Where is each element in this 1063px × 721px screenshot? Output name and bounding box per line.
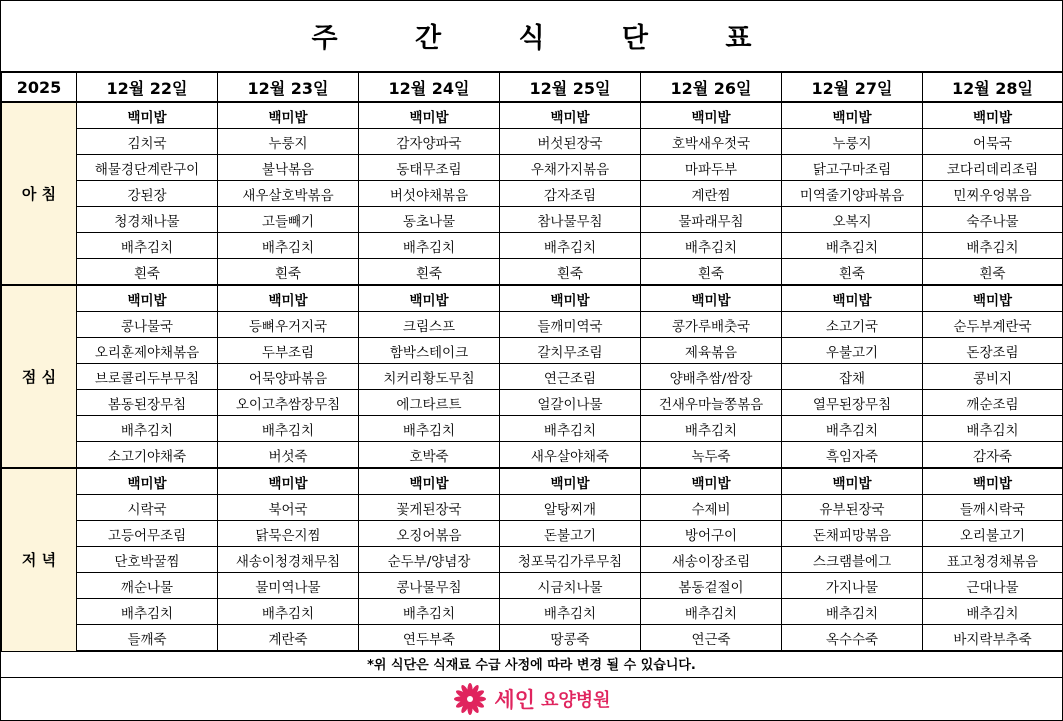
dish-cell: 백미밥 [359, 102, 500, 129]
dish-cell: 불낙볶음 [218, 155, 359, 181]
menu-row [2, 416, 1063, 442]
dish-cell: 깨순나물 [77, 573, 218, 599]
dish-cell: 함박스테이크 [359, 338, 500, 364]
dish-cell: 백미밥 [641, 285, 782, 312]
dish-cell: 돈불고기 [500, 521, 641, 547]
dish-cell: 콩나물무침 [359, 573, 500, 599]
dish-cell: 백미밥 [923, 285, 1063, 312]
dish-cell: 백미밥 [923, 102, 1063, 129]
dish-cell: 배추김치 [218, 599, 359, 625]
menu-row [2, 573, 1063, 599]
dish-cell: 순두부계란국 [923, 312, 1063, 338]
dish-cell: 두부조림 [218, 338, 359, 364]
dish-cell: 배추김치 [500, 233, 641, 259]
dish-cell: 백미밥 [359, 285, 500, 312]
dish-cell: 깨순조림 [923, 390, 1063, 416]
dish-cell: 제육볶음 [641, 338, 782, 364]
dish-cell: 건새우마늘쫑볶음 [641, 390, 782, 416]
dish-cell: 콩나물국 [77, 312, 218, 338]
dish-cell: 양배추쌈/쌈장 [641, 364, 782, 390]
dish-cell: 물미역나물 [218, 573, 359, 599]
dish-cell: 북어국 [218, 495, 359, 521]
dish-cell: 백미밥 [359, 468, 500, 495]
dish-cell: 배추김치 [77, 599, 218, 625]
dish-cell: 브로콜리두부무침 [77, 364, 218, 390]
dish-cell: 백미밥 [500, 468, 641, 495]
dish-cell: 백미밥 [77, 102, 218, 129]
dish-cell: 배추김치 [500, 599, 641, 625]
dish-cell: 흑임자죽 [782, 442, 923, 469]
dish-cell: 강된장 [77, 181, 218, 207]
dish-cell: 코다리데리조림 [923, 155, 1063, 181]
dish-cell: 소고기국 [782, 312, 923, 338]
dish-cell: 백미밥 [77, 285, 218, 312]
dish-cell: 배추김치 [359, 233, 500, 259]
dish-cell: 돈채피망볶음 [782, 521, 923, 547]
dish-cell: 흰죽 [218, 259, 359, 286]
menu-row [2, 442, 1063, 469]
date-header: 12월 22일 [77, 72, 218, 102]
dish-cell: 감자양파국 [359, 129, 500, 155]
date-header: 12월 25일 [500, 72, 641, 102]
dish-cell: 오복지 [782, 207, 923, 233]
menu-row [2, 468, 1063, 495]
dish-cell: 흰죽 [641, 259, 782, 286]
dish-cell: 백미밥 [77, 468, 218, 495]
menu-row [2, 312, 1063, 338]
dish-cell: 시금치나물 [500, 573, 641, 599]
menu-row [2, 338, 1063, 364]
dish-cell: 숙주나물 [923, 207, 1063, 233]
dish-cell: 흰죽 [923, 259, 1063, 286]
dish-cell: 유부된장국 [782, 495, 923, 521]
dish-cell: 백미밥 [782, 468, 923, 495]
dish-cell: 마파두부 [641, 155, 782, 181]
dish-cell: 크림스프 [359, 312, 500, 338]
dish-cell: 가지나물 [782, 573, 923, 599]
dish-cell: 배추김치 [782, 233, 923, 259]
dish-cell: 고들빼기 [218, 207, 359, 233]
menu-row [2, 390, 1063, 416]
dish-cell: 감자조림 [500, 181, 641, 207]
dish-cell: 배추김치 [923, 233, 1063, 259]
menu-row [2, 625, 1063, 652]
dish-cell: 봄동된장무침 [77, 390, 218, 416]
dish-cell: 배추김치 [782, 416, 923, 442]
dish-cell: 흰죽 [500, 259, 641, 286]
dish-cell: 백미밥 [218, 102, 359, 129]
dish-cell: 배추김치 [782, 599, 923, 625]
dish-cell: 표고청경채볶음 [923, 547, 1063, 573]
dish-cell: 어묵국 [923, 129, 1063, 155]
dish-cell: 오리훈제야채볶음 [77, 338, 218, 364]
dish-cell: 얼갈이나물 [500, 390, 641, 416]
menu-row [2, 233, 1063, 259]
flower-logo-icon [452, 681, 488, 717]
dish-cell: 치커리황도무침 [359, 364, 500, 390]
year-cell: 2025 [2, 72, 77, 102]
dish-cell: 백미밥 [500, 285, 641, 312]
dish-cell: 닭고구마조림 [782, 155, 923, 181]
notice-text: *위 식단은 식재료 수급 사정에 따라 변경 될 수 있습니다. [1, 649, 1062, 678]
dish-cell: 돈장조림 [923, 338, 1063, 364]
dish-cell: 감자죽 [923, 442, 1063, 469]
dish-cell: 소고기야채죽 [77, 442, 218, 469]
dish-cell: 단호박꿀찜 [77, 547, 218, 573]
dish-cell: 미역줄기양파볶음 [782, 181, 923, 207]
dish-cell: 배추김치 [359, 416, 500, 442]
dish-cell: 새우살야채죽 [500, 442, 641, 469]
dish-cell: 호박새우젓국 [641, 129, 782, 155]
dish-cell: 어묵양파볶음 [218, 364, 359, 390]
dish-cell: 방어구이 [641, 521, 782, 547]
dish-cell: 배추김치 [77, 233, 218, 259]
dish-cell: 물파래무침 [641, 207, 782, 233]
dish-cell: 연근죽 [641, 625, 782, 652]
menu-row [2, 207, 1063, 233]
dish-cell: 백미밥 [641, 102, 782, 129]
dish-cell: 녹두죽 [641, 442, 782, 469]
dish-cell: 청경채나물 [77, 207, 218, 233]
dish-cell: 오리불고기 [923, 521, 1063, 547]
dish-cell: 배추김치 [218, 233, 359, 259]
dish-cell: 배추김치 [641, 416, 782, 442]
dish-cell: 연두부죽 [359, 625, 500, 652]
dish-cell: 콩비지 [923, 364, 1063, 390]
dish-cell: 들깨죽 [77, 625, 218, 652]
date-header: 12월 26일 [641, 72, 782, 102]
brand-footer [1, 678, 1062, 720]
date-header: 12월 23일 [218, 72, 359, 102]
dish-cell: 우채가지볶음 [500, 155, 641, 181]
meal-label: 저 녁 [2, 468, 77, 651]
menu-row [2, 155, 1063, 181]
dish-cell: 동초나물 [359, 207, 500, 233]
dish-cell: 계란죽 [218, 625, 359, 652]
dish-cell: 열무된장무침 [782, 390, 923, 416]
dish-cell: 누룽지 [218, 129, 359, 155]
dish-cell: 갈치무조림 [500, 338, 641, 364]
dish-cell: 콩가루배춧국 [641, 312, 782, 338]
dish-cell: 새송이장조림 [641, 547, 782, 573]
dish-cell: 스크램블에그 [782, 547, 923, 573]
menu-row [2, 599, 1063, 625]
dish-cell: 배추김치 [641, 599, 782, 625]
dish-cell: 닭묵은지찜 [218, 521, 359, 547]
dish-cell: 백미밥 [923, 468, 1063, 495]
dish-cell: 백미밥 [500, 102, 641, 129]
dish-cell: 들깨미역국 [500, 312, 641, 338]
dish-cell: 버섯죽 [218, 442, 359, 469]
dish-cell: 백미밥 [218, 285, 359, 312]
dish-cell: 버섯된장국 [500, 129, 641, 155]
dish-cell: 고등어무조림 [77, 521, 218, 547]
dish-cell: 백미밥 [218, 468, 359, 495]
brand-name: 세인 [494, 688, 535, 712]
dish-cell: 배추김치 [923, 599, 1063, 625]
dish-cell: 근대나물 [923, 573, 1063, 599]
dish-cell: 오이고추쌈장무침 [218, 390, 359, 416]
brand-subtitle: 요양병원 [541, 690, 611, 711]
menu-row [2, 285, 1063, 312]
dish-cell: 해물경단계란구이 [77, 155, 218, 181]
dish-cell: 백미밥 [782, 285, 923, 312]
dish-cell: 우불고기 [782, 338, 923, 364]
dish-cell: 배추김치 [218, 416, 359, 442]
meal-label: 점 심 [2, 285, 77, 468]
date-header: 12월 27일 [782, 72, 923, 102]
dish-cell: 오징어볶음 [359, 521, 500, 547]
dish-cell: 새송이청경채무침 [218, 547, 359, 573]
dish-cell: 알탕찌개 [500, 495, 641, 521]
dish-cell: 계란찜 [641, 181, 782, 207]
header-row [2, 72, 1063, 102]
dish-cell: 흰죽 [77, 259, 218, 286]
dish-cell: 배추김치 [359, 599, 500, 625]
dish-cell: 배추김치 [923, 416, 1063, 442]
page-title: 주 간 식 단 표 [311, 22, 786, 54]
menu-row [2, 364, 1063, 390]
dish-cell: 잡채 [782, 364, 923, 390]
menu-row [2, 259, 1063, 286]
dish-cell: 청포묵김가루무침 [500, 547, 641, 573]
dish-cell: 버섯야채볶음 [359, 181, 500, 207]
dish-cell: 봄동겉절이 [641, 573, 782, 599]
dish-cell: 호박죽 [359, 442, 500, 469]
dish-cell: 배추김치 [641, 233, 782, 259]
date-header: 12월 24일 [359, 72, 500, 102]
dish-cell: 에그타르트 [359, 390, 500, 416]
dish-cell: 꽃게된장국 [359, 495, 500, 521]
meal-label: 아 침 [2, 102, 77, 285]
dish-cell: 흰죽 [359, 259, 500, 286]
dish-cell: 배추김치 [77, 416, 218, 442]
dish-cell: 백미밥 [782, 102, 923, 129]
weekly-menu-table [1, 71, 1063, 652]
dish-cell: 옥수수죽 [782, 625, 923, 652]
dish-cell: 수제비 [641, 495, 782, 521]
dish-cell: 순두부/양념장 [359, 547, 500, 573]
dish-cell: 시락국 [77, 495, 218, 521]
menu-row [2, 181, 1063, 207]
date-header: 12월 28일 [923, 72, 1063, 102]
dish-cell: 참나물무침 [500, 207, 641, 233]
dish-cell: 새우살호박볶음 [218, 181, 359, 207]
dish-cell: 동태무조림 [359, 155, 500, 181]
menu-row [2, 521, 1063, 547]
menu-row [2, 547, 1063, 573]
dish-cell: 들깨시락국 [923, 495, 1063, 521]
dish-cell: 연근조림 [500, 364, 641, 390]
menu-row [2, 495, 1063, 521]
dish-cell: 김치국 [77, 129, 218, 155]
dish-cell: 땅콩죽 [500, 625, 641, 652]
dish-cell: 흰죽 [782, 259, 923, 286]
menu-row [2, 129, 1063, 155]
dish-cell: 바지락부추죽 [923, 625, 1063, 652]
dish-cell: 누룽지 [782, 129, 923, 155]
menu-row [2, 102, 1063, 129]
dish-cell: 배추김치 [500, 416, 641, 442]
dish-cell: 백미밥 [641, 468, 782, 495]
dish-cell: 민찌우엉볶음 [923, 181, 1063, 207]
dish-cell: 등뼈우거지국 [218, 312, 359, 338]
